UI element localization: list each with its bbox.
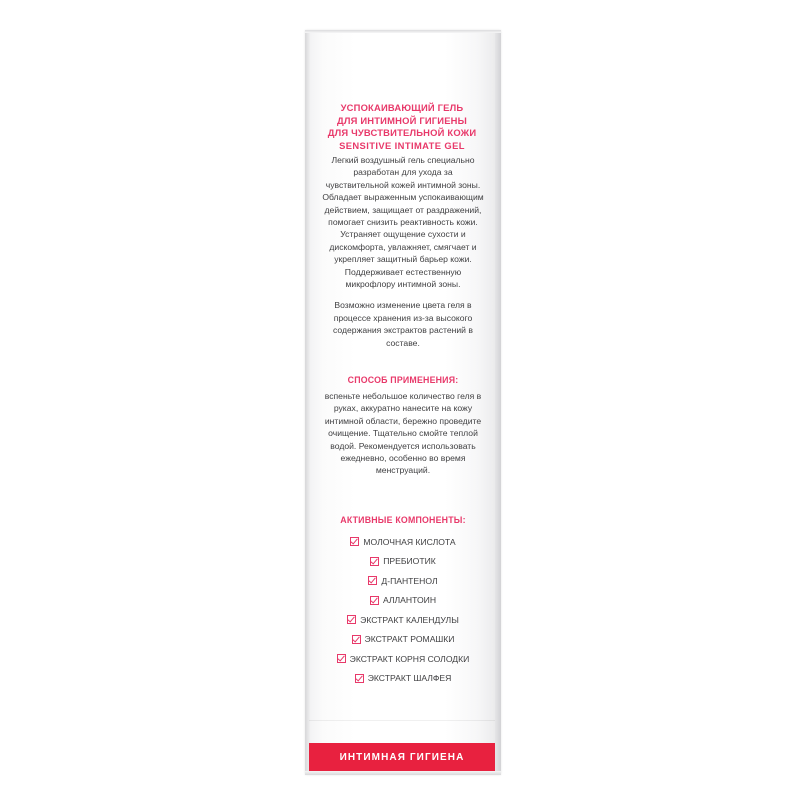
title-english: SENSITIVE INTIMATE GEL [339,139,465,151]
active-label: ЭКСТРАКТ КАЛЕНДУЛЫ [360,614,459,625]
box-panel-seam [309,720,495,721]
product-description [321,154,485,349]
box-right-edge [495,30,501,775]
box-bottom-fold [305,771,501,775]
list-item [315,649,491,669]
list-item [315,571,491,591]
product-box [305,30,501,775]
checkbox-icon [352,635,361,644]
title-line-2: ДЛЯ ИНТИМНОЙ ГИГИЕНЫ [336,114,468,126]
checkbox-icon [368,576,377,585]
checkbox-icon [347,615,356,624]
active-label: ЭКСТРАКТ РОМАШКИ [364,634,455,645]
actives-heading: АКТИВНЫЕ КОМПОНЕНТЫ: [340,515,466,525]
active-label: МОЛОЧНАЯ КИСЛОТА [363,536,456,547]
title-line-1: УСПОКАИВАЮЩИЙ ГЕЛЬ [340,102,464,113]
checkbox-icon [350,537,359,546]
active-label: Д-ПАНТЕНОЛ [381,575,438,586]
usage-heading: СПОСОБ ПРИМЕНЕНИЯ: [347,375,459,385]
usage-text: вспеньте небольшое количество геля в руках, аккуратно нанесите на кожу интимной области, бережно проведите очищение. Тщательно смойте теплой водой. Рекомендуется использовать ежедневно, особенно во время менструаций. [324,391,482,476]
actives-list [315,532,491,688]
product-title [319,102,485,152]
description-paragraph-1: Легкий воздушный гель специально разработан для ухода за чувствительной кожей интимной зоны. Обладает выраженным успокаивающим действием, защищает от раздражений, помогает снизить реактивность кожи. Устраняет ощущение сухости и дискомфорта, увлажняет, смягчает и укрепляет защитный барьер кожи. Поддерживает естественную микрофлору интимной зоны. [322,155,484,290]
title-line-3: ДЛЯ ЧУВСТВИТЕЛЬНОЙ КОЖИ [327,127,477,139]
checkbox-icon [355,674,364,683]
active-label: АЛЛАНТОИН [382,595,437,606]
box-top-fold [305,30,501,33]
list-item [315,532,491,552]
checkbox-icon [370,557,379,566]
box-left-edge [305,30,310,775]
list-item [315,630,491,650]
active-label: ПРЕБИОТИК [383,556,436,567]
list-item [315,669,491,689]
category-banner [309,743,495,771]
checkbox-icon [370,596,379,605]
list-item [315,610,491,630]
active-label: ЭКСТРАКТ ШАЛФЕЯ [367,673,452,684]
checkbox-icon [337,654,346,663]
list-item [315,591,491,611]
category-banner-label: ИНТИМНАЯ ГИГИЕНА [339,751,465,763]
list-item [315,552,491,572]
description-paragraph-2: Возможно изменение цвета геля в процессе хранения из-за высокого содержания экстрактов растений в составе. [333,300,473,348]
active-label: ЭКСТРАКТ КОРНЯ СОЛОДКИ [349,653,470,664]
